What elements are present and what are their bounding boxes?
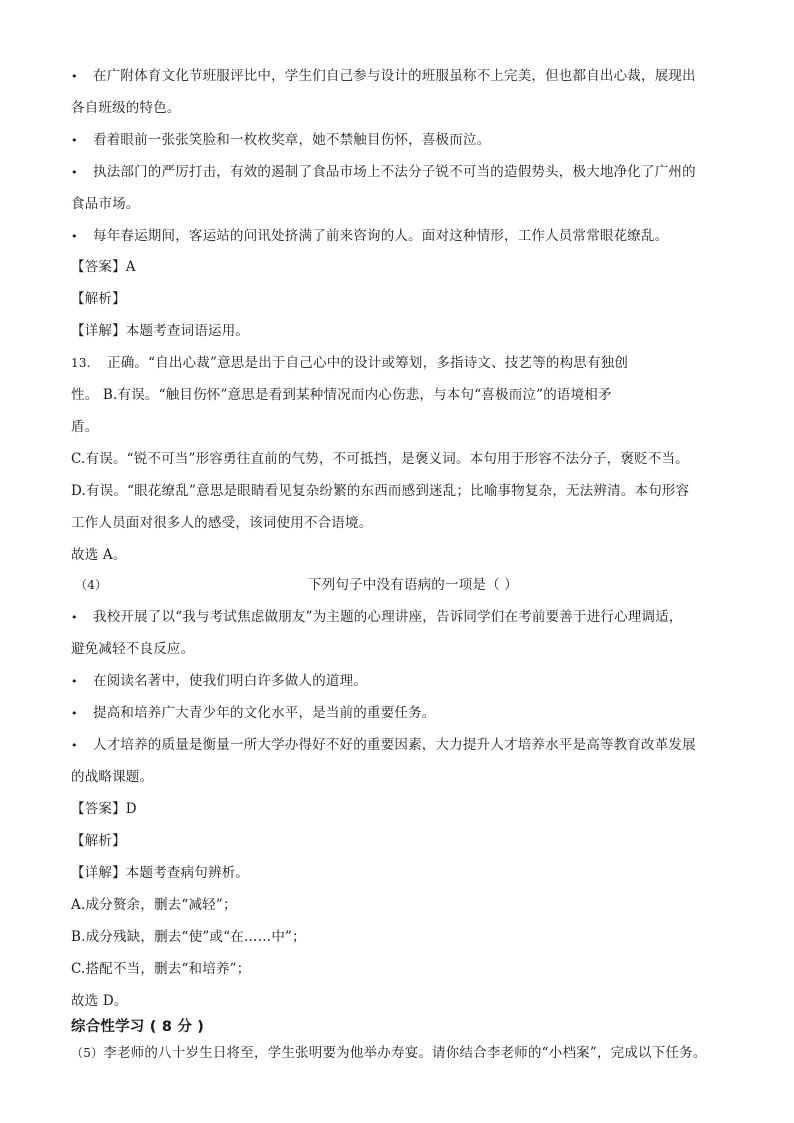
bullet-icon: • bbox=[71, 611, 78, 624]
choose-line: 故选 A。 bbox=[71, 547, 127, 563]
analysis-label: 【解析】 bbox=[71, 291, 126, 307]
explanation-d-line-1: D.有误。“眼花缭乱”意思是眼睛看见复杂纷繁的东西而感到迷乱；比喻事物复杂，无法辨清。本句形容 bbox=[71, 483, 690, 499]
explanation-d-line-2: 工作人员面对很多人的感受，该词使用不合语境。 bbox=[71, 515, 373, 531]
option-c-line-1: • 执法部门的严厉打击，有效的遏制了食品市场上不法分子锐不可当的造假势头，极大地净化了广州的 bbox=[71, 164, 696, 180]
q4-option-d-line-2: 的战略课题。 bbox=[71, 769, 154, 785]
explanation-a-line-2: 性。 B.有误。“触目伤怀”意思是看到某种情况而内心伤悲，与本句“喜极而泣”的语境相矛 bbox=[71, 387, 612, 403]
q4-explanation-b: B.成分残缺，删去“使”或“在……中”； bbox=[71, 929, 306, 945]
q4-analysis-label: 【解析】 bbox=[71, 833, 126, 849]
q4-choose-line: 故选 D。 bbox=[71, 993, 128, 1009]
explanation-a-line-1: 13. 正确。“自出心裁”意思是出于自己心中的设计或筹划，多指诗文、技艺等的构思有独创 bbox=[71, 355, 629, 371]
option-c-line-2: 食品市场。 bbox=[71, 196, 140, 212]
option-a-line-1: • 在广附体育文化节班服评比中，学生们自己参与设计的班服虽称不上完美，但也都自出心裁，展现出 bbox=[71, 68, 696, 84]
question-4-stem: 下列句子中没有语病的一项是（ ） bbox=[308, 577, 518, 593]
bullet-icon: • bbox=[71, 675, 78, 688]
option-d-line: • 每年春运期间，客运站的问讯处挤满了前来咨询的人。面对这种情形，工作人员常常眼花缭乱。 bbox=[71, 228, 669, 244]
explanation-c-line: C.有误。“锐不可当”形容勇往直前的气势，不可抵挡，是褒义词。本句用于形容不法分子，褒贬不当。 bbox=[71, 451, 689, 467]
q4-explanation-a: A.成分赘余，删去“减轻”； bbox=[71, 897, 237, 913]
q4-explanation-c: C.搭配不当，删去“和培养”； bbox=[71, 961, 251, 977]
detail-label: 【详解】本题考查词语运用。 bbox=[71, 323, 250, 339]
q4-option-c-line: • 提高和培养广大青少年的文化水平，是当前的重要任务。 bbox=[71, 705, 436, 721]
bullet-icon: • bbox=[71, 230, 78, 243]
bullet-icon: • bbox=[71, 707, 78, 720]
q4-option-a-line-1: • 我校开展了以“我与考试焦虑做朋友”为主题的心理讲座，告诉同学们在考前要善于进行心理调适， bbox=[71, 609, 683, 625]
q4-option-d-line-1: • 人才培养的质量是衡量一所大学办得好不好的重要因素，大力提升人才培养水平是高等教育改革发展 bbox=[71, 737, 696, 753]
section-heading: 综合性学习 ( 8 分 ) bbox=[71, 1019, 205, 1035]
bullet-icon: • bbox=[71, 134, 78, 147]
bullet-icon: • bbox=[71, 70, 78, 83]
question-4-number: （4） bbox=[75, 578, 108, 592]
option-a-line-2: 各自班级的特色。 bbox=[71, 100, 181, 116]
answer-label: 【答案】A bbox=[71, 259, 136, 275]
explanation-a-line-3: 盾。 bbox=[71, 419, 99, 435]
question-5-line: （5）李老师的八十岁生日将至，学生张明要为他举办寿宴。请你结合李老师的“小档案”，完成以下任务。 bbox=[71, 1045, 707, 1061]
explanation-number: 13. bbox=[71, 356, 91, 370]
q4-detail-label: 【详解】本题考查病句辨析。 bbox=[71, 865, 250, 881]
question-5-number: （5） bbox=[71, 1046, 104, 1060]
q4-option-a-line-2: 避免减轻不良反应。 bbox=[71, 641, 195, 657]
q4-answer-label: 【答案】D bbox=[71, 801, 137, 817]
option-b-line: • 看着眼前一张张笑脸和一枚枚奖章，她不禁触目伤怀，喜极而泣。 bbox=[71, 132, 491, 148]
bullet-icon: • bbox=[71, 166, 78, 179]
bullet-icon: • bbox=[71, 739, 78, 752]
q4-option-b-line: • 在阅读名著中，使我们明白许多做人的道理。 bbox=[71, 673, 367, 689]
